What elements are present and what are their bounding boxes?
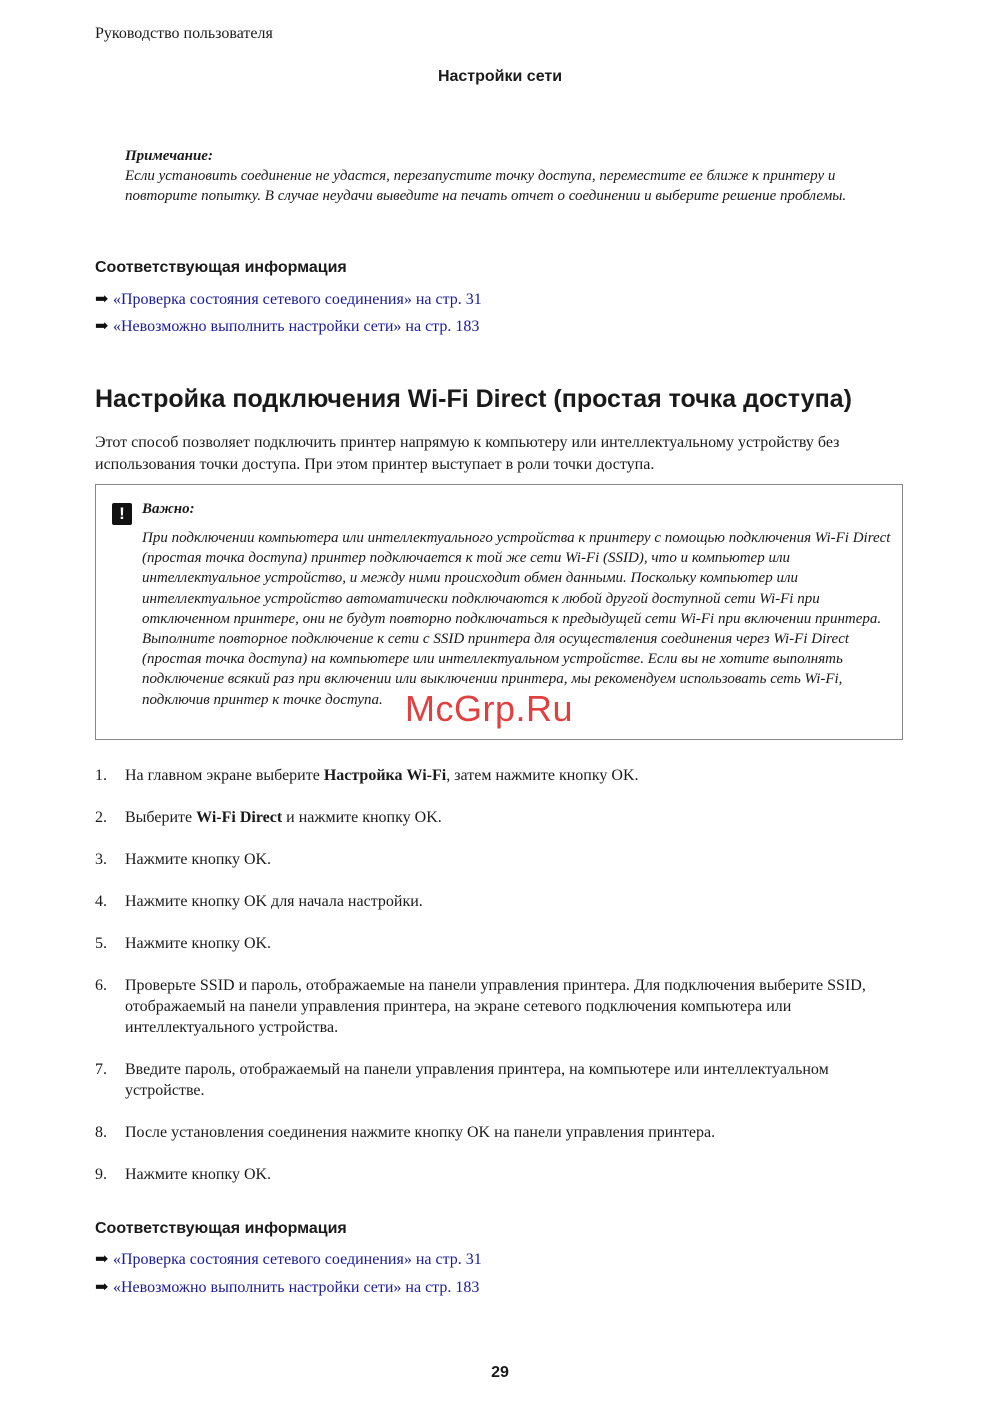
related-info-title: Соответствующая информация bbox=[95, 1220, 347, 1237]
running-header: Руководство пользователя bbox=[95, 25, 273, 42]
intro-paragraph: Этот способ позволяет подключить принтер напрямую к компьютеру или интеллектуальному устройству без использования точки доступа. При этом принтер выступает в роли точки доступа. bbox=[95, 434, 840, 473]
step-number: 4. bbox=[95, 893, 107, 910]
link-text[interactable]: «Проверка состояния сетевого соединения» на стр. 31 bbox=[113, 291, 482, 308]
arrow-right-icon: ➡ bbox=[95, 318, 109, 335]
step-number: 5. bbox=[95, 935, 107, 952]
step-item bbox=[95, 1164, 905, 1185]
related-info-title: Соответствующая информация bbox=[95, 259, 347, 276]
important-text: При подключении компьютера или интеллектуального устройства к принтеру с помощью подключения Wi-Fi Direct (простая точка доступа) принтер подключается к той же сети Wi-Fi (SSID), что и компьютер или интеллектуальное устройство, и между ними происходит обмен данными. Поскольку компьютер или интеллектуальное устройство автоматически подключаются к любой другой доступной сети Wi-Fi при отключенном принтере, они не будут повторно подключаться к предыдущей сети Wi-Fi при включении принтера. Выполните повторное подключение к сети с SSID принтера для осуществления соединения через Wi-Fi Direct (простая точка доступа) на компьютере или интеллектуальном устройстве. Если вы не хотите выполнять подключение всякий раз при включении или выключении принтера, мы рекомендуем использовать сеть Wi-Fi, подключив принтер к точке доступа. bbox=[142, 530, 891, 708]
related-link[interactable] bbox=[95, 1249, 482, 1269]
watermark: McGrp.Ru bbox=[405, 688, 574, 729]
step-text: Выберите bbox=[125, 809, 197, 826]
related-link[interactable] bbox=[95, 289, 482, 309]
note-text: Если установить соединение не удастся, перезапустите точку доступа, переместите ее ближе к принтеру и повторите попытку. В случае неудачи выведите на печать отчет о соединении и выберите решение проблемы. bbox=[125, 168, 847, 204]
link-text[interactable]: «Невозможно выполнить настройки сети» на стр. 183 bbox=[113, 318, 480, 335]
related-link[interactable] bbox=[95, 316, 479, 336]
step-number: 1. bbox=[95, 767, 107, 784]
step-item bbox=[95, 891, 905, 912]
step-item bbox=[95, 975, 905, 1038]
step-item bbox=[95, 1059, 905, 1101]
link-text[interactable]: «Проверка состояния сетевого соединения» на стр. 31 bbox=[113, 1251, 482, 1268]
step-bold: Настройка Wi-Fi bbox=[323, 767, 447, 784]
step-item bbox=[95, 765, 905, 786]
note-title: Примечание: bbox=[125, 148, 213, 164]
step-text: Нажмите кнопку OK для начала настройки. bbox=[125, 893, 423, 910]
step-number: 3. bbox=[95, 851, 107, 868]
arrow-right-icon: ➡ bbox=[95, 1251, 109, 1268]
step-item bbox=[95, 807, 905, 828]
important-title: Важно: bbox=[142, 501, 195, 517]
step-item bbox=[95, 1122, 905, 1143]
step-text: и нажмите кнопку OK. bbox=[282, 809, 442, 826]
note-block bbox=[125, 146, 905, 206]
step-text: На главном экране выберите bbox=[125, 767, 324, 784]
arrow-right-icon: ➡ bbox=[95, 291, 109, 308]
step-text: Проверьте SSID и пароль, отображаемые на панели управления принтера. Для подключения выберите SSID, отображаемый на панели управления принтера, на экране сетевого подключения компьютера или интеллектуального устройства. bbox=[125, 977, 866, 1036]
step-text: Нажмите кнопку OK. bbox=[125, 1166, 272, 1183]
step-text: , затем нажмите кнопку OK. bbox=[446, 767, 639, 784]
related-link[interactable] bbox=[95, 1277, 479, 1297]
link-text[interactable]: «Невозможно выполнить настройки сети» на стр. 183 bbox=[113, 1279, 480, 1296]
step-text: Нажмите кнопку OK. bbox=[125, 935, 272, 952]
step-text: После установления соединения нажмите кнопку OK на панели управления принтера. bbox=[125, 1124, 716, 1141]
page-number: 29 bbox=[491, 1364, 509, 1381]
step-number: 6. bbox=[95, 977, 107, 994]
step-bold: Wi-Fi Direct bbox=[196, 809, 283, 826]
section-title: Настройки сети bbox=[437, 68, 563, 85]
step-number: 9. bbox=[95, 1166, 107, 1183]
step-number: 7. bbox=[95, 1061, 107, 1078]
step-item bbox=[95, 933, 905, 954]
step-number: 2. bbox=[95, 809, 107, 826]
exclamation-icon: ! bbox=[112, 503, 132, 525]
step-number: 8. bbox=[95, 1124, 107, 1141]
arrow-right-icon: ➡ bbox=[95, 1279, 109, 1296]
step-text: Нажмите кнопку OK. bbox=[125, 851, 272, 868]
step-item bbox=[95, 849, 905, 870]
page-heading: Настройка подключения Wi-Fi Direct (простая точка доступа) bbox=[95, 385, 852, 413]
step-text: Введите пароль, отображаемый на панели управления принтера, на компьютере или интеллектуальном устройстве. bbox=[125, 1061, 829, 1099]
